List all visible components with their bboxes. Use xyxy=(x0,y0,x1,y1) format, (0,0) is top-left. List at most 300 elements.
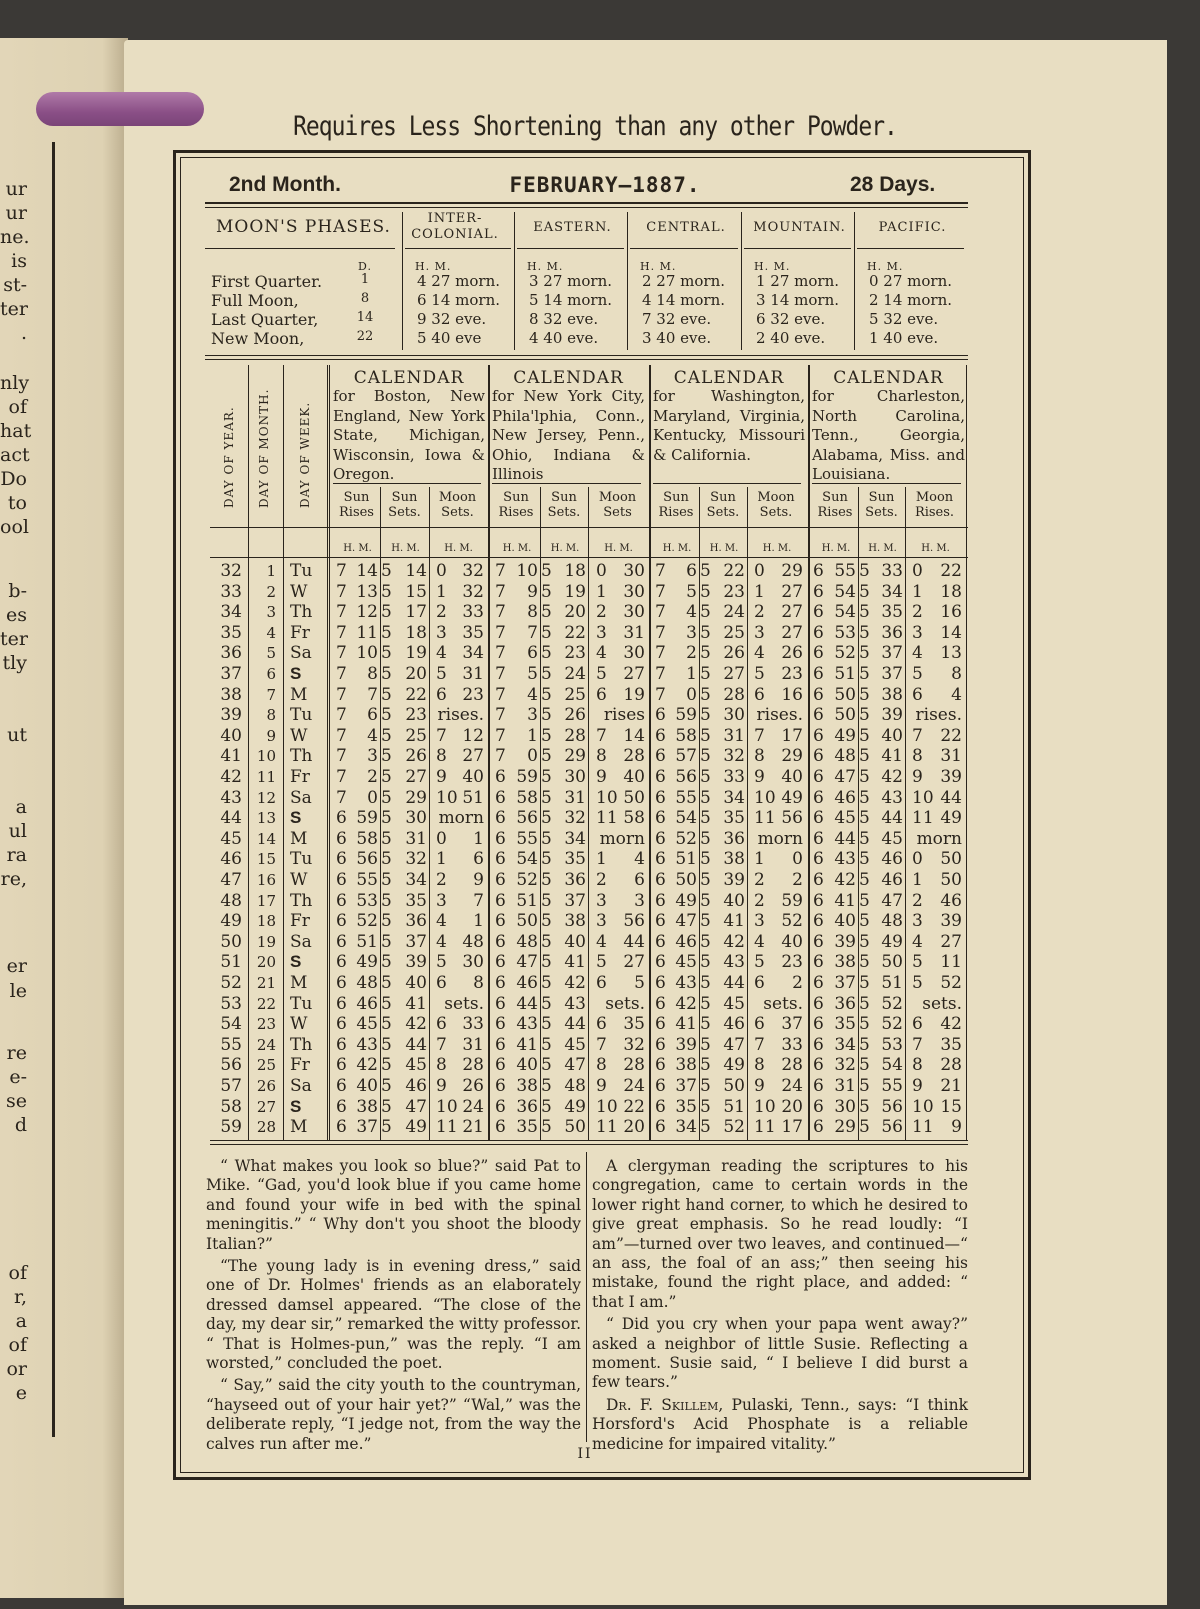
time-cell xyxy=(912,1055,962,1075)
time-cell xyxy=(655,582,697,602)
minute: 42 xyxy=(940,1014,962,1035)
hour: 4 xyxy=(436,911,447,932)
time-cell xyxy=(336,664,378,684)
minute: 20 xyxy=(564,602,586,623)
minute: 58 xyxy=(516,787,538,808)
minute: 47 xyxy=(564,1055,586,1076)
time-cell xyxy=(495,973,538,993)
minute: 44 xyxy=(564,1014,586,1035)
minute: 45 xyxy=(405,1055,427,1076)
hour: 6 xyxy=(655,767,666,787)
time-cell xyxy=(596,911,645,931)
hour: 5 xyxy=(700,828,711,849)
day-of-week: M xyxy=(290,1117,308,1138)
hm-label: H. M. xyxy=(502,543,532,554)
hour: 0 xyxy=(436,561,447,581)
minute: 36 xyxy=(564,870,586,890)
time-cell xyxy=(700,602,745,622)
hour: 6 xyxy=(336,1076,347,1096)
hour: 9 xyxy=(596,767,607,787)
minute: 53 xyxy=(834,622,856,643)
minute: 28 xyxy=(564,725,586,746)
phase-time: 1 27 morn. xyxy=(756,272,840,290)
hour: 5 xyxy=(541,1014,552,1035)
time-cell xyxy=(754,952,803,972)
hour: 3 xyxy=(596,622,607,643)
minute: 34 xyxy=(881,581,903,602)
time-cell xyxy=(912,582,962,602)
minute: 8 xyxy=(527,602,538,623)
hour: 5 xyxy=(541,622,552,643)
hour: 9 xyxy=(754,1076,765,1096)
time-cell xyxy=(813,1055,856,1075)
minute: 30 xyxy=(834,1096,856,1117)
calendar-description xyxy=(333,369,485,485)
group-divider xyxy=(808,365,810,1140)
minute: 51 xyxy=(462,787,484,808)
minute: 48 xyxy=(834,746,856,767)
minute: 35 xyxy=(881,602,903,623)
hour: 7 xyxy=(495,746,506,767)
hour: 6 xyxy=(813,808,824,829)
hour: 8 xyxy=(912,746,923,767)
hour: 5 xyxy=(541,602,552,623)
time-cell xyxy=(495,1014,538,1034)
minute: 31 xyxy=(564,787,586,808)
minute: 6 xyxy=(634,870,645,890)
minute: 39 xyxy=(834,931,856,952)
hour: 5 xyxy=(700,622,711,643)
hm-label: H. M. xyxy=(343,543,372,554)
hour: 4 xyxy=(912,643,923,664)
hour: 6 xyxy=(813,1014,824,1035)
phase-time: 0 27 morn. xyxy=(869,272,953,290)
time-cell xyxy=(754,623,803,643)
rule xyxy=(405,248,511,249)
hour: 4 xyxy=(436,643,447,664)
column-divider xyxy=(402,212,403,350)
hour: 5 xyxy=(381,767,392,787)
column-header: Sun Sets. xyxy=(547,490,581,520)
minute: 7 xyxy=(527,622,538,643)
hour: 8 xyxy=(754,1055,765,1076)
hour: 7 xyxy=(495,622,506,643)
minute: 50 xyxy=(516,911,538,932)
hour: 2 xyxy=(912,890,923,911)
facing-page-fragment: le xyxy=(9,980,27,1002)
time-cell xyxy=(541,643,586,663)
hour: 5 xyxy=(541,828,552,849)
minute: 4 xyxy=(634,849,645,870)
time-cell xyxy=(381,849,427,869)
time-cell xyxy=(813,808,856,828)
hour: 6 xyxy=(495,828,506,849)
minute: 50 xyxy=(675,870,697,890)
hour: 7 xyxy=(596,1034,607,1055)
time-cell xyxy=(381,561,427,581)
day-of-month: 6 xyxy=(266,665,276,683)
hour: 5 xyxy=(859,993,870,1014)
hour: 7 xyxy=(336,787,347,808)
day-of-month: 16 xyxy=(256,871,276,889)
phase-time: 5 40 eve xyxy=(417,329,482,347)
time-cell xyxy=(436,1076,484,1096)
minute: 40 xyxy=(781,931,803,952)
minute: 44 xyxy=(723,973,745,993)
minute: 53 xyxy=(356,890,378,911)
minute: 12 xyxy=(462,725,484,746)
time-cell xyxy=(336,767,378,787)
minute: 45 xyxy=(564,1034,586,1055)
hour: 6 xyxy=(336,973,347,993)
minute: 1 xyxy=(527,725,538,746)
hour: 5 xyxy=(859,911,870,932)
time-cell xyxy=(655,623,697,643)
hm-label: H. M. xyxy=(868,543,897,554)
minute: 46 xyxy=(723,1014,745,1035)
minute: 33 xyxy=(781,1034,803,1055)
minute: 31 xyxy=(462,664,484,684)
minute: 31 xyxy=(623,622,645,643)
hour: 6 xyxy=(655,952,666,973)
time-cell xyxy=(859,911,903,931)
hm-label: H. M. xyxy=(391,543,420,554)
facing-page-fragment: ur xyxy=(5,202,27,224)
minute: 42 xyxy=(405,1014,427,1035)
day-of-year: 56 xyxy=(220,1055,242,1076)
time-cell xyxy=(754,685,803,705)
hour: 3 xyxy=(912,911,923,932)
time-cell xyxy=(859,870,903,890)
time-cell xyxy=(813,952,856,972)
hour: 5 xyxy=(700,973,711,993)
hour: 8 xyxy=(436,746,447,767)
minute: 46 xyxy=(405,1076,427,1096)
time-cell xyxy=(655,1035,697,1055)
minute: 59 xyxy=(516,767,538,787)
day-of-week: Sa xyxy=(290,787,312,808)
hour: 5 xyxy=(541,746,552,767)
hour: 5 xyxy=(541,725,552,746)
minute: 6 xyxy=(686,561,697,581)
time-cell xyxy=(381,994,427,1014)
time-cell xyxy=(541,1076,586,1096)
minute: 46 xyxy=(675,931,697,952)
hour: 5 xyxy=(859,1034,870,1055)
hour: 1 xyxy=(754,581,765,602)
column-divider xyxy=(905,487,906,1140)
time-cell xyxy=(655,829,697,849)
hour: 7 xyxy=(495,664,506,684)
hour: 5 xyxy=(381,787,392,808)
hour: 5 xyxy=(700,643,711,664)
time-cell xyxy=(436,643,484,663)
minute: 20 xyxy=(623,1117,645,1138)
hour: 5 xyxy=(541,1076,552,1096)
day-of-week: W xyxy=(290,725,308,746)
time-cell xyxy=(381,623,427,643)
moon-phases-title: MOON'S PHASES. xyxy=(216,217,391,237)
minute: 13 xyxy=(356,581,378,602)
hour: 7 xyxy=(655,561,666,581)
hour: 5 xyxy=(700,1055,711,1076)
hour: 5 xyxy=(859,746,870,767)
minute: 9 xyxy=(473,870,484,890)
day-of-week: Fr xyxy=(290,622,310,643)
time-cell xyxy=(596,1014,645,1034)
minute: 46 xyxy=(881,849,903,870)
day-of-week: Sa xyxy=(290,1076,312,1096)
minute: 44 xyxy=(834,828,856,849)
hour: 6 xyxy=(336,931,347,952)
minute: 35 xyxy=(834,1014,856,1035)
phase-time: 3 14 morn. xyxy=(756,291,840,309)
minute: 20 xyxy=(781,1096,803,1117)
hour: 6 xyxy=(655,1117,666,1138)
day-of-week: Th xyxy=(290,746,313,767)
hour: 10 xyxy=(596,787,618,808)
time-cell xyxy=(495,1117,538,1137)
phase-time: 6 32 eve. xyxy=(756,310,826,328)
hm-label: H. M. xyxy=(762,543,792,554)
time-cell xyxy=(381,705,427,725)
minute: 54 xyxy=(834,581,856,602)
hour: 5 xyxy=(541,849,552,870)
minute: 25 xyxy=(564,684,586,705)
hour: 6 xyxy=(495,870,506,890)
minute: 32 xyxy=(462,581,484,602)
minute: 39 xyxy=(675,1034,697,1055)
time-cell xyxy=(336,602,378,622)
minute: 2 xyxy=(792,870,803,890)
moon-event: rises. xyxy=(437,705,484,726)
time-cell xyxy=(541,891,586,911)
time-cell xyxy=(655,849,697,869)
minute: 36 xyxy=(405,911,427,932)
time-cell xyxy=(655,932,697,952)
minute: 35 xyxy=(462,622,484,643)
facing-page-fragment: d xyxy=(14,1114,27,1136)
time-cell xyxy=(596,561,645,581)
hour: 5 xyxy=(700,1117,711,1138)
minute: 40 xyxy=(516,1055,538,1076)
phase-time: 9 32 eve. xyxy=(417,310,487,328)
minute: 30 xyxy=(623,561,645,581)
time-cell xyxy=(436,973,484,993)
time-cell xyxy=(859,973,903,993)
hour: 5 xyxy=(541,767,552,787)
facing-page-fragment: es xyxy=(6,604,27,626)
minute: 30 xyxy=(623,643,645,664)
hour: 5 xyxy=(859,684,870,705)
minute: 49 xyxy=(781,787,803,808)
hour: 6 xyxy=(813,849,824,870)
time-cell xyxy=(859,994,903,1014)
phase-time: 2 14 morn. xyxy=(869,291,953,309)
time-cell xyxy=(813,705,856,725)
minute: 37 xyxy=(834,973,856,993)
minute: 0 xyxy=(367,787,378,808)
rule xyxy=(210,557,968,558)
day-of-year: 34 xyxy=(220,602,242,623)
time-cell xyxy=(436,582,484,602)
time-cell xyxy=(596,623,645,643)
time-cell xyxy=(700,788,745,808)
time-cell xyxy=(381,664,427,684)
day-of-month: 25 xyxy=(256,1056,276,1075)
day-of-week: Tu xyxy=(290,993,313,1014)
hour: 5 xyxy=(381,828,392,849)
hour: 5 xyxy=(912,664,923,684)
minute: 36 xyxy=(881,622,903,643)
time-cell xyxy=(381,808,427,828)
hour: 5 xyxy=(541,1096,552,1117)
minute: 42 xyxy=(834,870,856,890)
time-cell xyxy=(912,602,962,622)
minute: 47 xyxy=(723,1034,745,1055)
hour: 5 xyxy=(381,602,392,623)
hour: 5 xyxy=(381,746,392,767)
hour: 7 xyxy=(336,725,347,746)
time-cell xyxy=(912,643,962,663)
rule xyxy=(205,355,968,356)
minute: 32 xyxy=(623,1034,645,1055)
hour: 5 xyxy=(381,808,392,829)
hour: 6 xyxy=(813,952,824,973)
time-cell xyxy=(495,602,538,622)
calendar-title: CALENDAR xyxy=(673,368,785,388)
hour: 5 xyxy=(700,581,711,602)
time-cell xyxy=(436,602,484,622)
time-cell xyxy=(381,1035,427,1055)
time-cell xyxy=(700,664,745,684)
calendar-title: CALENDAR xyxy=(833,368,944,388)
hour: 7 xyxy=(912,1034,923,1055)
anecdotes-left xyxy=(206,1157,581,1457)
time-cell xyxy=(700,685,745,705)
time-cell xyxy=(700,1117,745,1137)
hour: 2 xyxy=(754,890,765,911)
day-of-year: 43 xyxy=(220,787,242,808)
minute: 33 xyxy=(881,561,903,581)
column-label: DAY OF WEEK. xyxy=(298,401,312,508)
zone-header: EASTERN. xyxy=(533,220,612,235)
day-of-month: 26 xyxy=(256,1077,276,1095)
hour: 5 xyxy=(700,664,711,684)
time-cell xyxy=(495,767,538,787)
minute: 52 xyxy=(723,1117,745,1138)
time-cell xyxy=(700,1035,745,1055)
time-cell xyxy=(336,932,378,952)
minute: 1 xyxy=(473,828,484,849)
minute: 13 xyxy=(940,643,962,664)
day-of-year: 45 xyxy=(220,828,242,849)
time-cell xyxy=(336,788,378,808)
minute: 54 xyxy=(675,808,697,829)
time-cell xyxy=(541,1055,586,1075)
minute: 50 xyxy=(940,849,962,870)
minute: 18 xyxy=(564,561,586,581)
minute: 22 xyxy=(405,684,427,705)
hour: 1 xyxy=(436,849,447,870)
time-cell xyxy=(336,994,378,1014)
hour: 6 xyxy=(655,870,666,890)
days-count: 28 Days. xyxy=(850,173,936,196)
hour: 5 xyxy=(700,952,711,973)
time-cell xyxy=(336,849,378,869)
hour: 6 xyxy=(495,1014,506,1035)
time-cell xyxy=(912,1117,962,1137)
hour: 5 xyxy=(859,787,870,808)
hour: 5 xyxy=(541,931,552,952)
hour: 5 xyxy=(541,643,552,664)
minute: 41 xyxy=(834,890,856,911)
hour: 5 xyxy=(859,1055,870,1076)
minute: 27 xyxy=(781,622,803,643)
minute: 11 xyxy=(940,952,962,973)
day-of-week: S xyxy=(290,1096,302,1116)
minute: 35 xyxy=(405,890,427,911)
hour: 5 xyxy=(381,664,392,684)
time-cell xyxy=(912,746,962,766)
hour: 7 xyxy=(436,725,447,746)
time-cell xyxy=(381,602,427,622)
time-cell xyxy=(754,726,803,746)
minute: 31 xyxy=(723,725,745,746)
minute: 47 xyxy=(881,890,903,911)
hour: 6 xyxy=(495,993,506,1014)
day-of-week: W xyxy=(290,870,308,890)
time-cell xyxy=(495,891,538,911)
d-label: D. xyxy=(358,260,372,273)
column-header: Moon Sets. xyxy=(757,490,795,520)
minute: 50 xyxy=(940,870,962,890)
hm-label: H. M. xyxy=(867,260,904,273)
day-of-week: S xyxy=(290,664,302,683)
time-cell xyxy=(436,788,484,808)
minute: 3 xyxy=(634,890,645,911)
time-cell xyxy=(655,1014,697,1034)
time-cell xyxy=(813,746,856,766)
day-of-year: 33 xyxy=(220,581,242,602)
hm-label: H. M. xyxy=(921,543,950,554)
facing-page-fragment: Do xyxy=(0,468,27,490)
minute: 56 xyxy=(781,808,803,829)
minute: 2 xyxy=(686,643,697,664)
minute: 34 xyxy=(834,1034,856,1055)
column-label: DAY OF YEAR. xyxy=(222,406,236,508)
hour: 5 xyxy=(436,952,447,973)
hour: 0 xyxy=(596,561,607,581)
minute: 32 xyxy=(564,808,586,829)
minute: 52 xyxy=(881,993,903,1014)
minute: 24 xyxy=(564,664,586,684)
hour: 5 xyxy=(381,725,392,746)
minute: 45 xyxy=(675,952,697,973)
minute: 50 xyxy=(564,1117,586,1138)
facing-page-fragment: re, xyxy=(0,868,27,890)
facing-page-fragment: of xyxy=(8,1334,27,1356)
hour: 6 xyxy=(813,787,824,808)
time-cell xyxy=(912,870,962,890)
month-number: 2nd Month. xyxy=(229,173,341,196)
zone-header: MOUNTAIN. xyxy=(753,220,846,235)
hour: 6 xyxy=(495,931,506,952)
time-cell xyxy=(541,1117,586,1137)
time-cell xyxy=(859,1035,903,1055)
time-cell xyxy=(813,870,856,890)
day-of-month: 14 xyxy=(256,829,276,848)
